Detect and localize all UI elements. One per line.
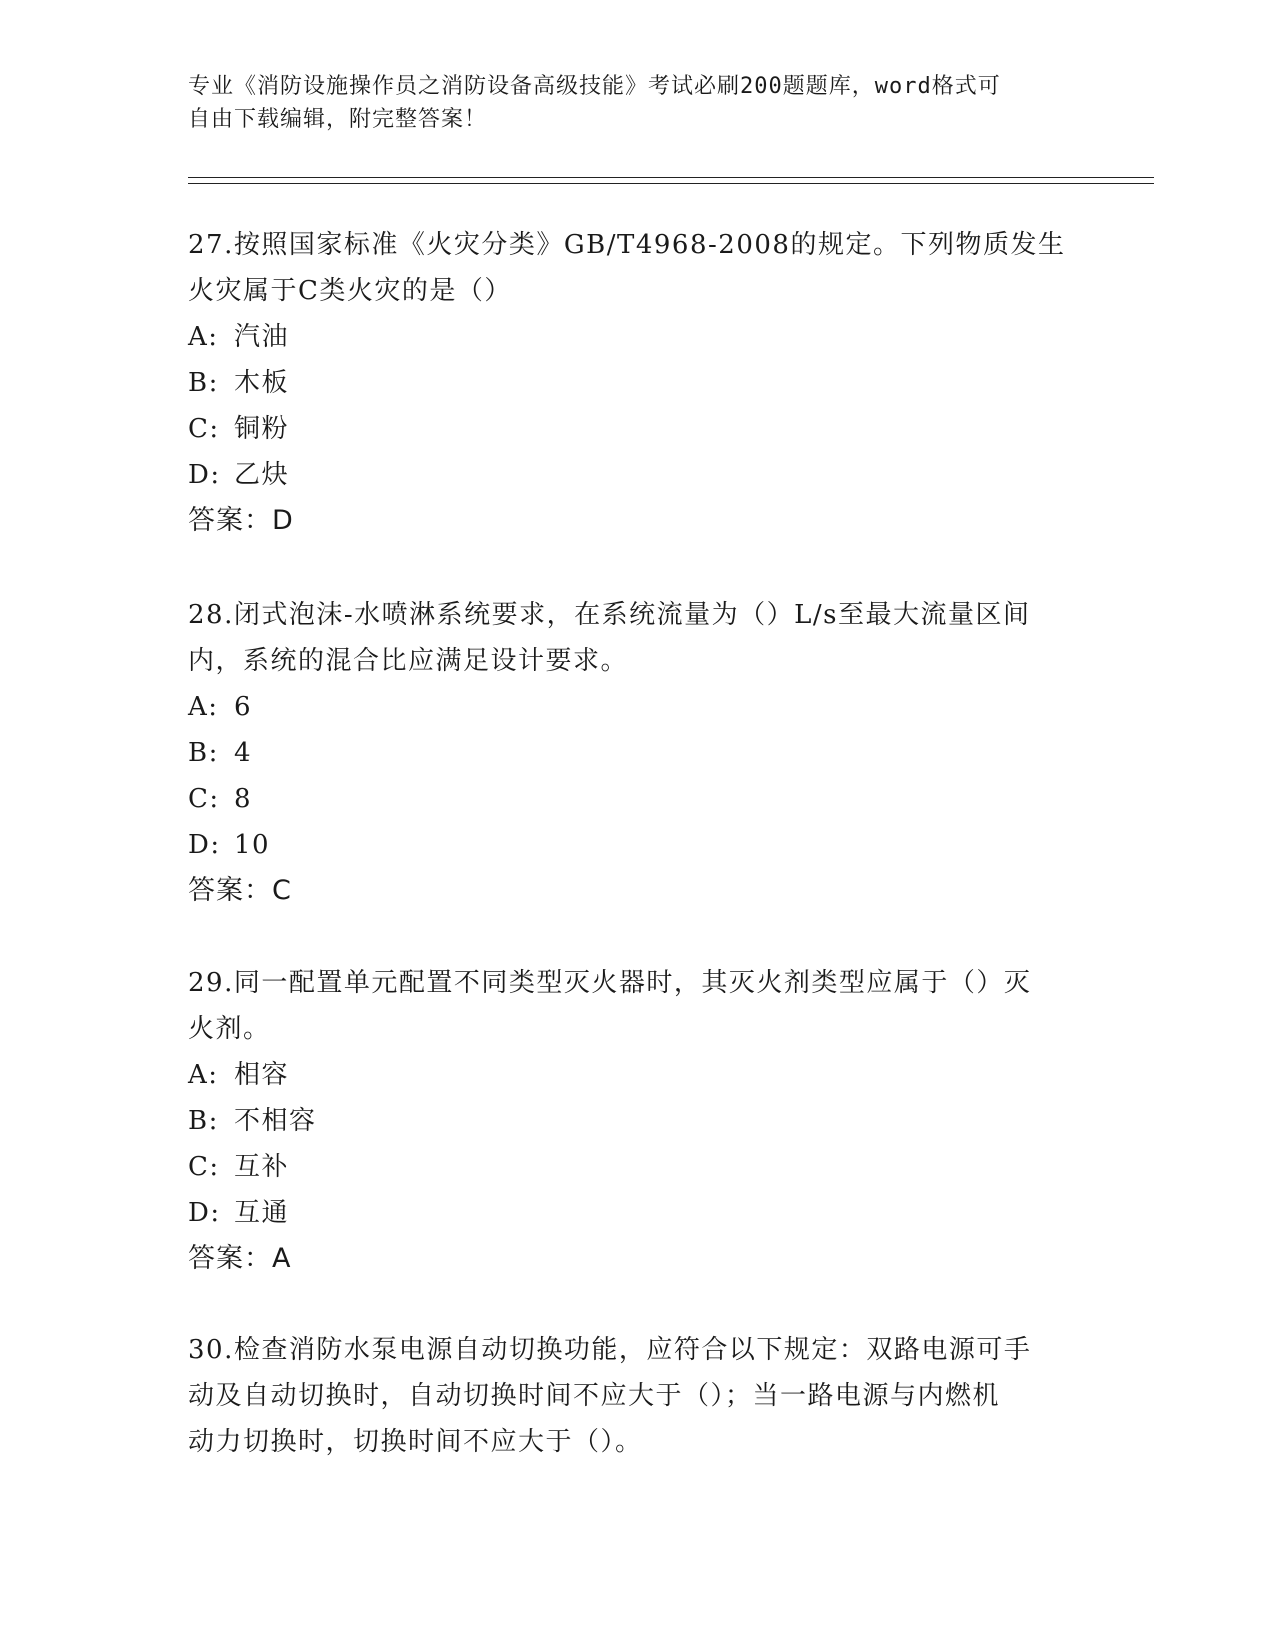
option-letter: D: [188, 1198, 221, 1228]
option-text: 互补 [234, 1152, 290, 1182]
document-header [188, 70, 1088, 136]
stem-line: 火灾属于C类火灾的是（） [188, 276, 512, 306]
header-line-1: 专业《消防设施操作员之消防设备高级技能》考试必刷200题题库，word格式可 [188, 74, 1001, 99]
option-d [188, 822, 1088, 868]
option-c [188, 776, 1088, 822]
answer-line: 答案：D [188, 505, 294, 536]
option-letter: B: [188, 1106, 219, 1136]
option-letter: A: [188, 1060, 219, 1090]
header-line-2: 自由下载编辑，附完整答案！ [188, 107, 488, 132]
option-text: 木板 [234, 368, 290, 398]
option-d [188, 452, 1088, 498]
answer-line: 答案：C [188, 875, 292, 906]
option-letter: C: [188, 1152, 220, 1182]
option-b [188, 360, 1088, 406]
question-stem [188, 960, 1088, 1052]
stem-line: 动及自动切换时，自动切换时间不应大于（）；当一路电源与内燃机 [188, 1381, 1001, 1411]
option-text: 6 [234, 692, 253, 722]
option-c [188, 406, 1088, 452]
option-a [188, 684, 1088, 730]
stem-line: 30.检查消防水泵电源自动切换功能，应符合以下规定：双路电源可手 [188, 1335, 1032, 1365]
option-text: 4 [234, 738, 253, 768]
option-letter: A: [188, 692, 219, 722]
stem-line: 28.闭式泡沫-水喷淋系统要求，在系统流量为（）L/s至最大流量区间 [188, 600, 1031, 630]
option-a [188, 314, 1088, 360]
option-text: 乙炔 [234, 460, 290, 490]
option-b [188, 730, 1088, 776]
option-letter: C: [188, 784, 220, 814]
question-stem [188, 1327, 1088, 1465]
option-text: 铜粉 [234, 414, 290, 444]
option-text: 10 [234, 830, 271, 860]
option-text: 相容 [234, 1060, 290, 1090]
stem-line: 火剂。 [188, 1014, 271, 1044]
option-letter: D: [188, 460, 221, 490]
option-text: 汽油 [234, 322, 290, 352]
option-letter: B: [188, 738, 219, 768]
question-28 [188, 592, 1088, 914]
header-divider [188, 177, 1154, 184]
answer-line: 答案：A [188, 1243, 292, 1274]
option-letter: D: [188, 830, 221, 860]
question-stem [188, 222, 1088, 314]
stem-line: 29.同一配置单元配置不同类型灭火器时，其灭火剂类型应属于（）灭 [188, 968, 1032, 998]
question-29 [188, 960, 1088, 1282]
stem-line: 27.按照国家标准《火灾分类》GB/T4968-2008的规定。下列物质发生 [188, 230, 1066, 260]
option-letter: C: [188, 414, 220, 444]
option-c [188, 1144, 1088, 1190]
option-letter: B: [188, 368, 219, 398]
question-stem [188, 592, 1088, 684]
option-a [188, 1052, 1088, 1098]
stem-line: 动力切换时，切换时间不应大于（）。 [188, 1427, 643, 1457]
option-b [188, 1098, 1088, 1144]
stem-line: 内，系统的混合比应满足设计要求。 [188, 646, 629, 676]
option-text: 不相容 [234, 1106, 317, 1136]
option-text: 互通 [234, 1198, 290, 1228]
question-27 [188, 222, 1088, 544]
question-30 [188, 1327, 1088, 1465]
option-text: 8 [234, 784, 253, 814]
option-d [188, 1190, 1088, 1236]
option-letter: A: [188, 322, 219, 352]
